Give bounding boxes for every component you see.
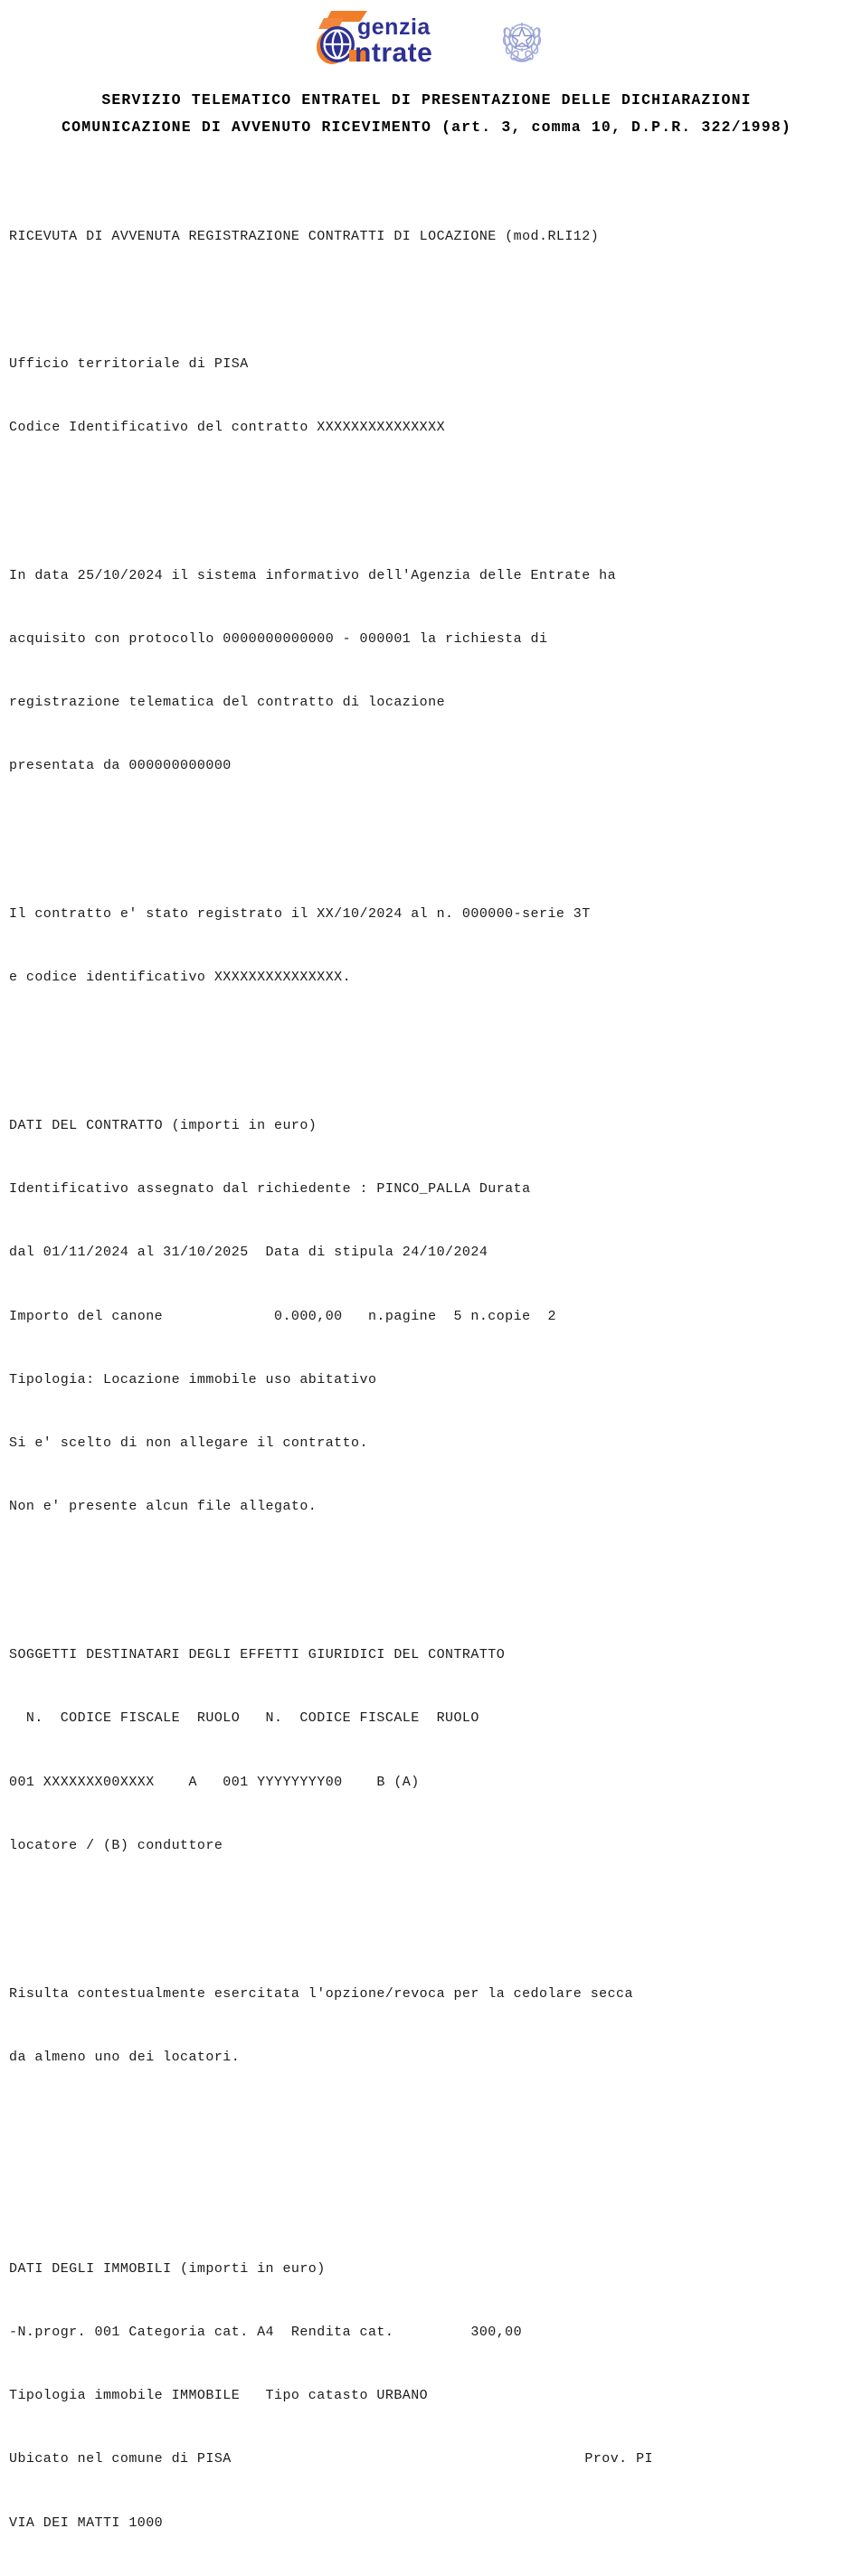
registration-line-2: e codice identificativo XXXXXXXXXXXXXXX. bbox=[9, 970, 352, 986]
italian-republic-emblem-icon bbox=[498, 13, 545, 63]
logo-text-ntrate: ntrate bbox=[355, 38, 433, 68]
subjects-column-headers: N. CODICE FISCALE RUOLO N. CODICE FISCALE RUOLO bbox=[9, 1710, 479, 1727]
title-line-communication: COMUNICAZIONE DI AVVENUTO RICEVIMENTO (art. 3, comma 10, D.P.R. 322/1998) bbox=[62, 118, 791, 136]
registration-line-1: Il contratto e' stato registrato il XX/10/2024 al n. 000000-serie 3T bbox=[9, 906, 591, 923]
agenzia-entrate-logo bbox=[308, 7, 493, 67]
document-title bbox=[0, 87, 853, 141]
cedolare-secca-line-1: Risulta contestualmente esercitata l'opzione/revoca per la cedolare secca bbox=[9, 1985, 633, 2002]
properties-category-row: -N.progr. 001 Categoria cat. A4 Rendita cat. 300,00 bbox=[9, 2324, 523, 2340]
contract-data-attachment-choice: Si e' scelto di non allegare il contratto. bbox=[9, 1435, 368, 1452]
spacer bbox=[9, 480, 853, 501]
contract-data-rent-amount: Importo del canone 0.000,00 n.pagine 5 n.copie 2 bbox=[9, 1308, 556, 1324]
properties-typology-row: Tipologia immobile IMMOBILE Tipo catasto URBANO bbox=[9, 2388, 429, 2404]
acquisition-line-2: acquisito con protocollo 0000000000000 - 000001 la richiesta di bbox=[9, 630, 548, 647]
properties-province: Prov. PI bbox=[584, 2451, 653, 2467]
contract-data-no-file: Non e' presente alcun file allegato. bbox=[9, 1499, 318, 1515]
spacer bbox=[9, 1560, 853, 1581]
cedolare-secca-line-2: da almeno uno dei locatori. bbox=[9, 2049, 241, 2065]
receipt-heading: RICEVUTA DI AVVENUTA REGISTRAZIONE CONTRATTI DI LOCAZIONE (mod.RLI12) bbox=[9, 229, 600, 245]
agenzia-entrate-wordmark-svg bbox=[308, 7, 493, 67]
acquisition-line-3: registrazione telematica del contratto di locazione bbox=[9, 695, 446, 711]
acquisition-line-4: presentata da 000000000000 bbox=[9, 758, 232, 774]
contract-data-heading: DATI DEL CONTRATTO (importi in euro) bbox=[9, 1118, 318, 1134]
contract-data-typology: Tipologia: Locazione immobile uso abitativo bbox=[9, 1371, 377, 1387]
properties-municipality: Ubicato nel comune di PISA bbox=[9, 2451, 232, 2467]
agency-logo-header bbox=[0, 0, 853, 74]
subjects-legend: locatore / (B) conduttore bbox=[9, 1837, 223, 1853]
properties-address: VIA DEI MATTI 1000 bbox=[9, 2514, 164, 2531]
spacer bbox=[9, 2110, 853, 2131]
properties-heading: DATI DEGLI IMMOBILI (importi in euro) bbox=[9, 2260, 326, 2277]
logo-text-genzia: genzia bbox=[357, 14, 431, 40]
spacer bbox=[9, 2174, 853, 2194]
subjects-heading: SOGGETTI DESTINATARI DEGLI EFFETTI GIURIDICI DEL CONTRATTO bbox=[9, 1647, 506, 1663]
spacer bbox=[9, 1030, 853, 1051]
acquisition-line-1: In data 25/10/2024 il sistema informativo dell'Agenzia delle Entrate ha bbox=[9, 567, 617, 583]
contract-identification-code: Codice Identificativo del contratto XXXXXXXXXXXXXXX bbox=[9, 419, 446, 435]
contract-data-duration: dal 01/11/2024 al 31/10/2025 Data di stipula 24/10/2024 bbox=[9, 1245, 488, 1261]
spacer bbox=[9, 1899, 853, 1919]
spacer bbox=[9, 289, 853, 310]
contract-data-requester-id: Identificativo assegnato dal richiedente : PINCO_PALLA Durata bbox=[9, 1181, 531, 1198]
properties-location-row bbox=[9, 2448, 653, 2469]
document-body bbox=[0, 163, 853, 2576]
spacer bbox=[9, 819, 853, 839]
subjects-table-row: 001 XXXXXXX00XXXX A 001 YYYYYYYY00 B (A) bbox=[9, 1774, 420, 1790]
territorial-office: Ufficio territoriale di PISA bbox=[9, 355, 249, 372]
title-line-service: SERVIZIO TELEMATICO ENTRATEL DI PRESENTAZIONE DELLE DICHIARAZIONI bbox=[101, 91, 752, 109]
